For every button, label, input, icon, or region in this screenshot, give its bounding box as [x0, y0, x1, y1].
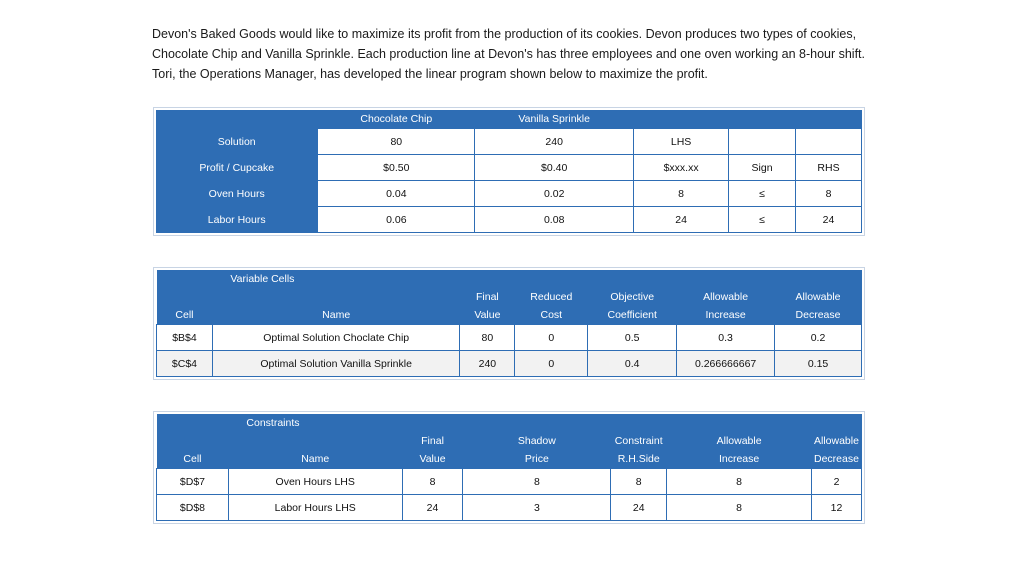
table-cell: 80: [460, 325, 515, 351]
table-cell: $D$7: [157, 469, 229, 495]
header-cell: Value: [460, 306, 515, 325]
header-cell: Name: [212, 306, 460, 325]
header-cell: Constraint: [611, 432, 667, 450]
table-cell: 3: [463, 495, 611, 521]
table-cell: 24: [611, 495, 667, 521]
lp-col-blank-2: [729, 110, 796, 129]
lp-col-chocolate-chip: Chocolate Chip: [318, 110, 475, 129]
header-cell: Value: [402, 450, 463, 469]
linear-program-table: [156, 110, 862, 233]
header-cell: Objective: [588, 288, 677, 306]
lp-cell: $0.50: [318, 155, 475, 181]
table-cell: $B$4: [157, 325, 213, 351]
header-cell: [157, 432, 229, 450]
header-cell: Decrease: [775, 306, 862, 325]
lp-col-vanilla-sprinkle: Vanilla Sprinkle: [475, 110, 634, 129]
lp-cell: 24: [634, 207, 729, 233]
header-cell: Price: [463, 450, 611, 469]
lp-cell: RHS: [796, 155, 862, 181]
lp-row-profit: [156, 155, 862, 181]
lp-row-label: Labor Hours: [156, 207, 318, 233]
table-row: [157, 469, 862, 495]
lp-cell: 80: [318, 129, 475, 155]
header-cell: Reduced: [515, 288, 588, 306]
lp-corner: [156, 110, 318, 129]
constraints-title: Constraints: [228, 414, 861, 432]
lp-cell: LHS: [634, 129, 729, 155]
table-cell: 8: [611, 469, 667, 495]
lp-cell: 0.06: [318, 207, 475, 233]
variable-cells-title: Variable Cells: [212, 270, 861, 288]
lp-row-labor-hours: [156, 207, 862, 233]
header-cell: Allowable: [775, 288, 862, 306]
header-cell: Increase: [677, 306, 775, 325]
lp-row-label: Oven Hours: [156, 181, 318, 207]
table-cell: $D$8: [157, 495, 229, 521]
table-row: [157, 325, 862, 351]
lp-header-row: [156, 110, 862, 129]
problem-description: Devon's Baked Goods would like to maximize its profit from the production of its cookies. Devon produces two types of cookies, Chocolate Chip and Vanilla Sprinkle. Each production line at Devon's has three employees and one oven working an 8-hour shift. Tori, the Operations Manager, has developed the linear program shown below to maximize the profit.: [152, 27, 866, 81]
header-cell: Allowable: [667, 432, 812, 450]
header-cell: Cell: [157, 450, 229, 469]
header-cell: Cell: [157, 306, 213, 325]
table-cell: 0: [515, 351, 588, 377]
table-cell: 8: [463, 469, 611, 495]
header-cell: Allowable: [811, 432, 861, 450]
lp-col-blank-1: [634, 110, 729, 129]
header-cell: Final: [460, 288, 515, 306]
header-cell: Decrease: [811, 450, 861, 469]
constraints-header-2: [157, 450, 862, 469]
header-cell: [212, 288, 460, 306]
constraints-header-1: [157, 432, 862, 450]
table-cell: 8: [402, 469, 463, 495]
variable-cells-table: [156, 270, 862, 377]
table-cell: 0.15: [775, 351, 862, 377]
header-cell: R.H.Side: [611, 450, 667, 469]
lp-cell: 0.08: [475, 207, 634, 233]
lp-row-label: Solution: [156, 129, 318, 155]
lp-cell: 0.04: [318, 181, 475, 207]
table-cell: 0: [515, 325, 588, 351]
table-cell: 0.266666667: [677, 351, 775, 377]
lp-cell: Sign: [729, 155, 796, 181]
table-cell: Optimal Solution Choclate Chip: [212, 325, 460, 351]
lp-cell: 8: [634, 181, 729, 207]
table-row: [157, 351, 862, 377]
header-cell: Increase: [667, 450, 812, 469]
table-cell: Labor Hours LHS: [228, 495, 402, 521]
lp-cell: 24: [796, 207, 862, 233]
lp-cell: 240: [475, 129, 634, 155]
lp-row-label: Profit / Cupcake: [156, 155, 318, 181]
constraints-title-row: [157, 414, 862, 432]
table-row: [157, 495, 862, 521]
lp-row-oven-hours: [156, 181, 862, 207]
table-cell: 0.3: [677, 325, 775, 351]
variable-cells-header-1: [157, 288, 862, 306]
variable-cells-title-row: [157, 270, 862, 288]
table-cell: 2: [811, 469, 861, 495]
table-cell: 8: [667, 495, 812, 521]
lp-cell: ≤: [729, 207, 796, 233]
table-cell: Optimal Solution Vanilla Sprinkle: [212, 351, 460, 377]
lp-cell: [796, 129, 862, 155]
header-cell: [157, 288, 213, 306]
table-cell: 8: [667, 469, 812, 495]
table-cell: 0.2: [775, 325, 862, 351]
title-spacer: [157, 414, 229, 432]
table-cell: 240: [460, 351, 515, 377]
constraints-table: [156, 414, 862, 521]
table-cell: $C$4: [157, 351, 213, 377]
header-cell: Cost: [515, 306, 588, 325]
header-cell: [228, 432, 402, 450]
header-cell: Allowable: [677, 288, 775, 306]
variable-cells-header-2: [157, 306, 862, 325]
lp-col-blank-3: [796, 110, 862, 129]
table-cell: 0.5: [588, 325, 677, 351]
header-cell: Final: [402, 432, 463, 450]
table-cell: 24: [402, 495, 463, 521]
table-cell: 12: [811, 495, 861, 521]
header-cell: Name: [228, 450, 402, 469]
lp-cell: $xxx.xx: [634, 155, 729, 181]
table-cell: 0.4: [588, 351, 677, 377]
lp-cell: ≤: [729, 181, 796, 207]
header-cell: Coefficient: [588, 306, 677, 325]
title-spacer: [157, 270, 213, 288]
lp-row-solution: [156, 129, 862, 155]
lp-cell: $0.40: [475, 155, 634, 181]
lp-cell: [729, 129, 796, 155]
header-cell: Shadow: [463, 432, 611, 450]
lp-cell: 8: [796, 181, 862, 207]
lp-cell: 0.02: [475, 181, 634, 207]
table-cell: Oven Hours LHS: [228, 469, 402, 495]
